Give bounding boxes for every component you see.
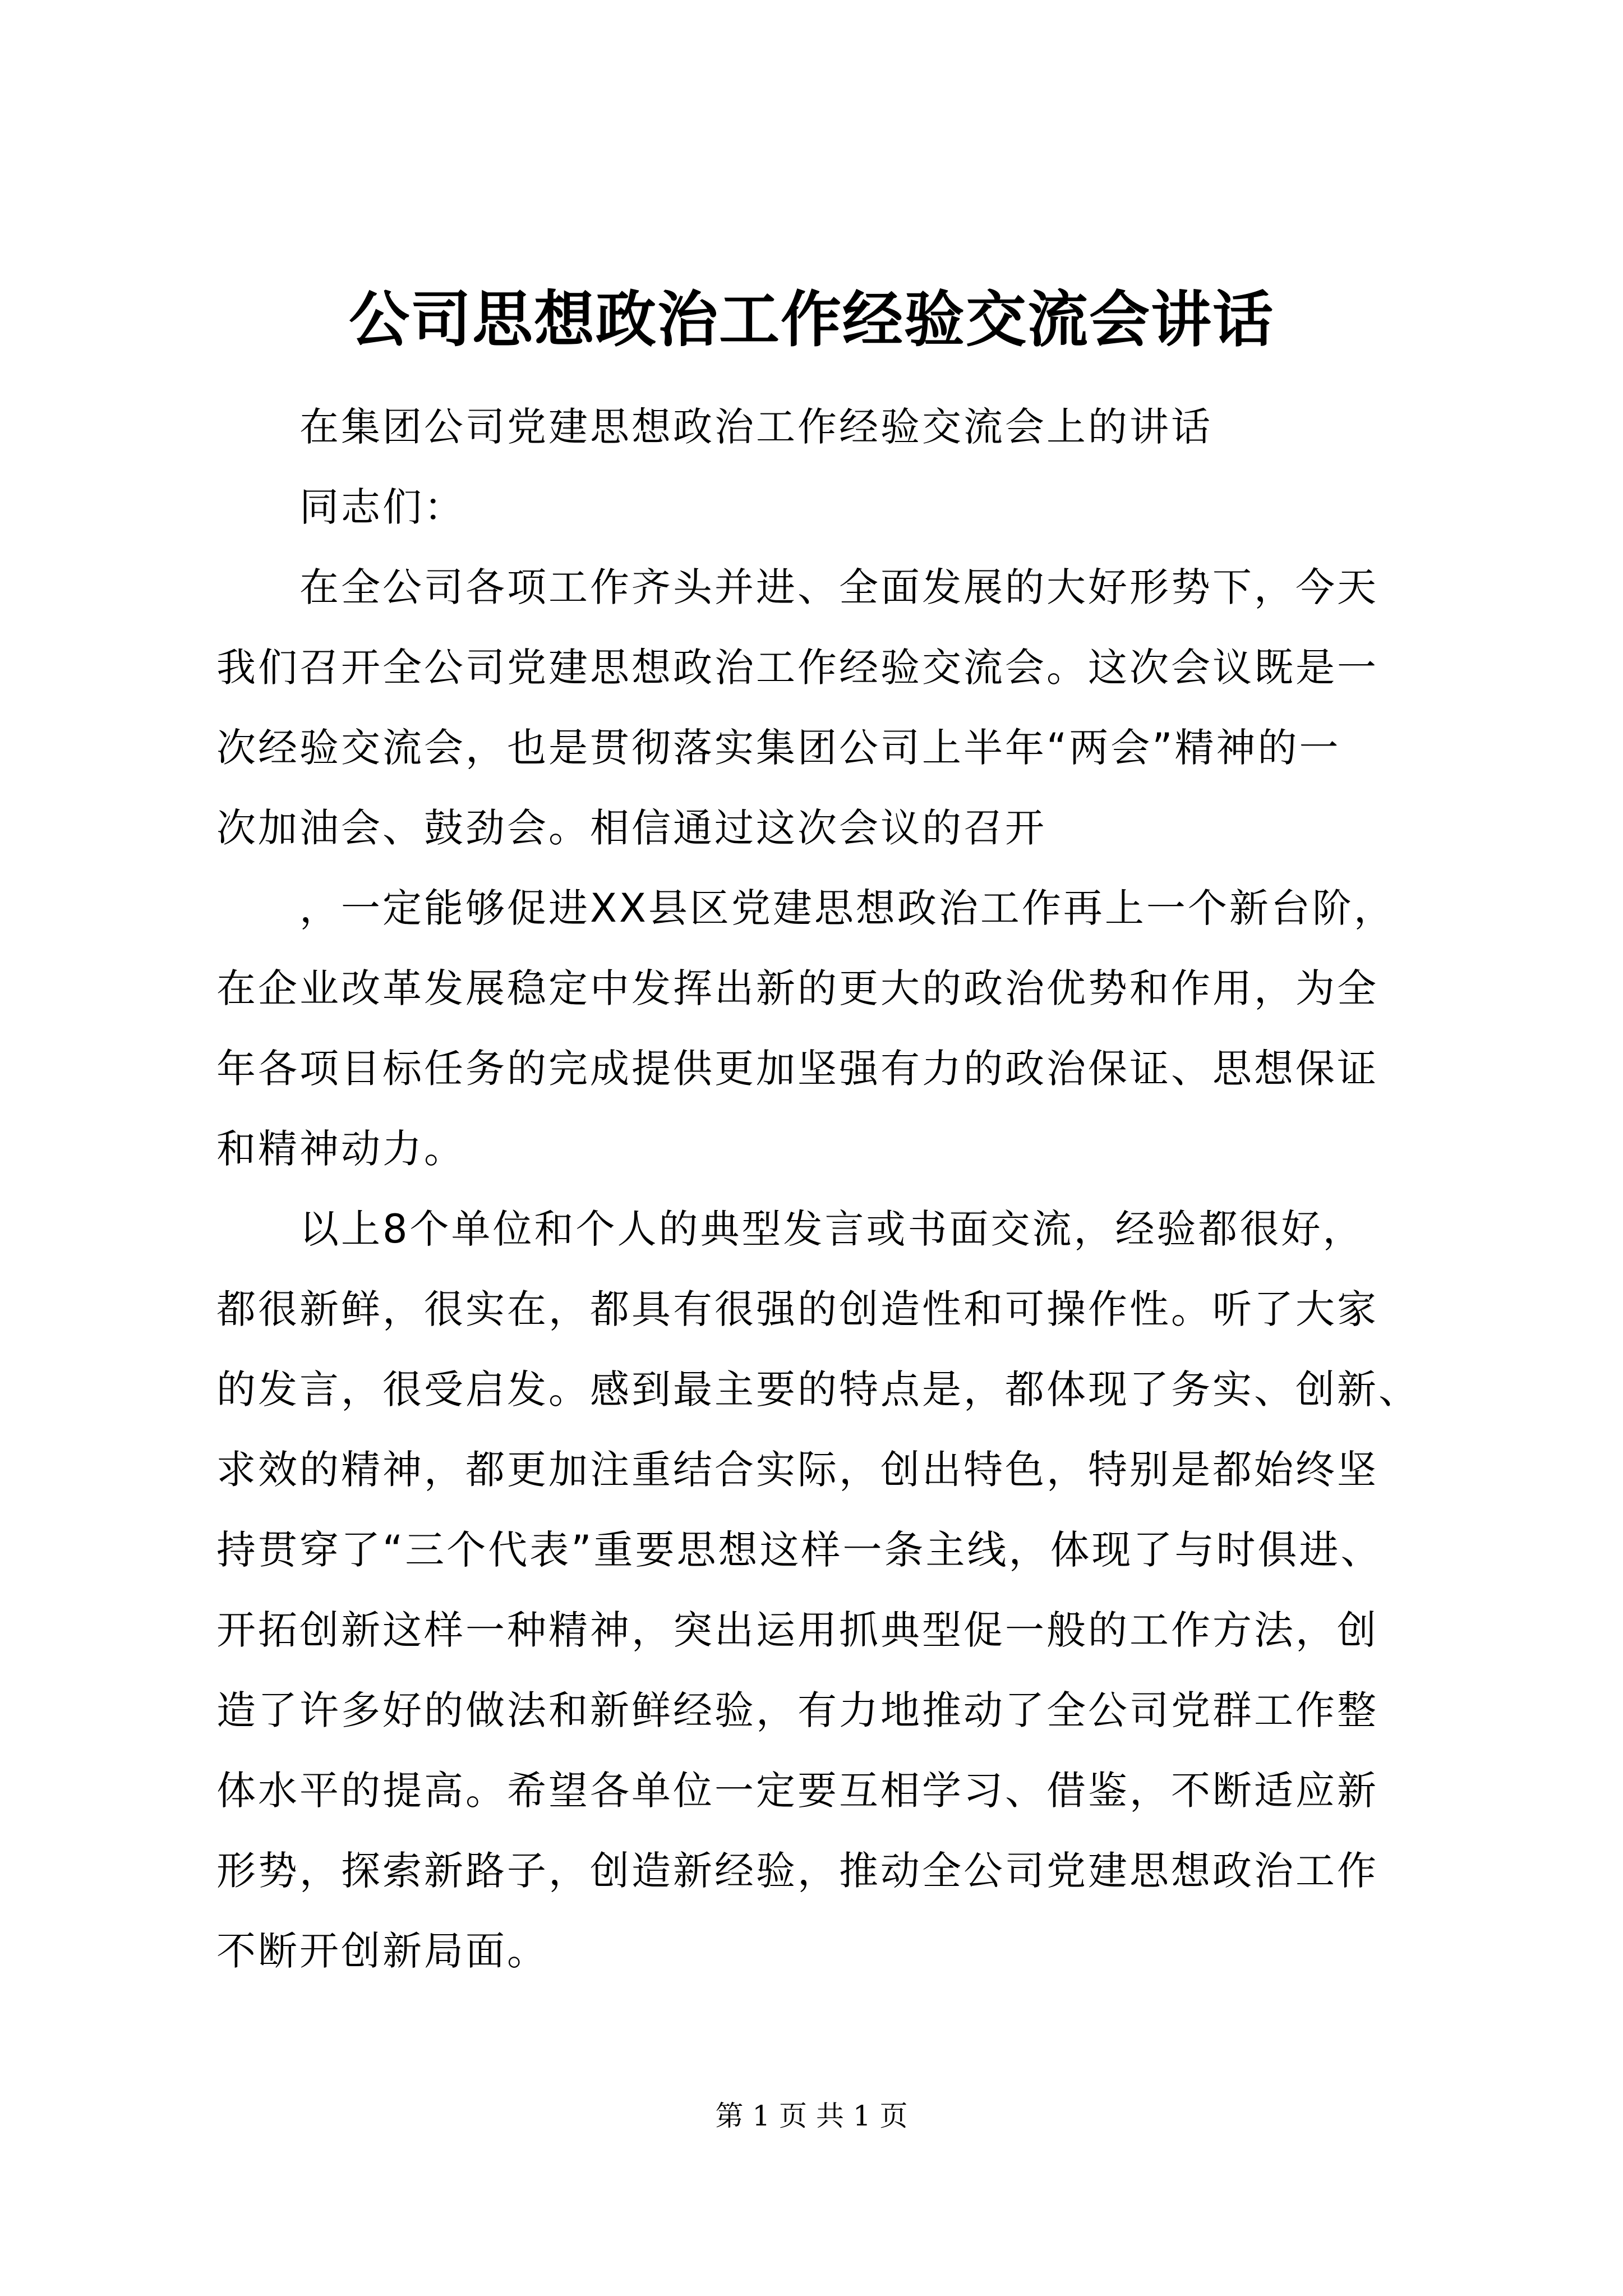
paragraph-line: 在全公司各项工作齐头并进、全面发展的大好形势下，今天 — [299, 564, 1378, 610]
paragraph-line: 造了许多好的做法和新鲜经验，有力地推动了全公司党群工作整 — [216, 1687, 1378, 1733]
paragraph-line: 持贯穿了“三个代表”重要思想这样一条主线，体现了与时俱进、 — [216, 1527, 1382, 1573]
paragraph-line: 在企业改革发展稳定中发挥出新的更大的政治优势和作用，为全 — [216, 965, 1378, 1011]
paragraph-1 — [216, 547, 1437, 868]
paragraph-3 — [216, 1189, 1437, 1991]
paragraph-line: 我们召开全公司党建思想政治工作经验交流会。这次会议既是一 — [216, 645, 1378, 691]
document-body — [216, 387, 1437, 1991]
paragraph-line: 开拓创新这样一种精神，突出运用抓典型促一般的工作方法，创 — [216, 1607, 1378, 1653]
paragraph-line: 求效的精神，都更加注重结合实际，创出特色，特别是都始终坚 — [216, 1447, 1378, 1493]
paragraph-line: 体水平的提高。希望各单位一定要互相学习、借鉴，不断适应新 — [216, 1768, 1378, 1814]
salutation-text: 同志们： — [299, 484, 465, 530]
paragraph-line: 次加油会、鼓劲会。相信通过这次会议的召开 — [216, 805, 1046, 851]
subtitle-line — [216, 387, 1437, 467]
paragraph-line: 的发言，很受启发。感到最主要的特点是，都体现了务实、创新、 — [216, 1366, 1420, 1412]
paragraph-line: ，一定能够促进XX县区党建思想政治工作再上一个新台阶， — [299, 885, 1395, 931]
document-title: 公司思想政治工作经验交流会讲话 — [348, 284, 1274, 355]
paragraph-line: 形势，探索新路子，创造新经验，推动全公司党建思想政治工作 — [216, 1848, 1378, 1894]
subtitle-text: 在集团公司党建思想政治工作经验交流会上的讲话 — [299, 404, 1212, 450]
paragraph-line: 以上8个单位和个人的典型发言或书面交流，经验都很好， — [299, 1206, 1364, 1252]
paragraph-line: 不断开创新局面。 — [216, 1928, 548, 1974]
paragraph-line: 次经验交流会，也是贯彻落实集团公司上半年“两会”精神的一 — [216, 725, 1341, 771]
page-number-footer: 第 1 页 共 1 页 — [715, 2100, 908, 2132]
salutation-line — [216, 467, 1437, 547]
paragraph-2 — [216, 868, 1437, 1189]
paragraph-line: 和精神动力。 — [216, 1126, 465, 1172]
paragraph-line: 都很新鲜，很实在，都具有很强的创造性和可操作性。听了大家 — [216, 1286, 1378, 1332]
paragraph-line: 年各项目标任务的完成提供更加坚强有力的政治保证、思想保证 — [216, 1046, 1378, 1092]
